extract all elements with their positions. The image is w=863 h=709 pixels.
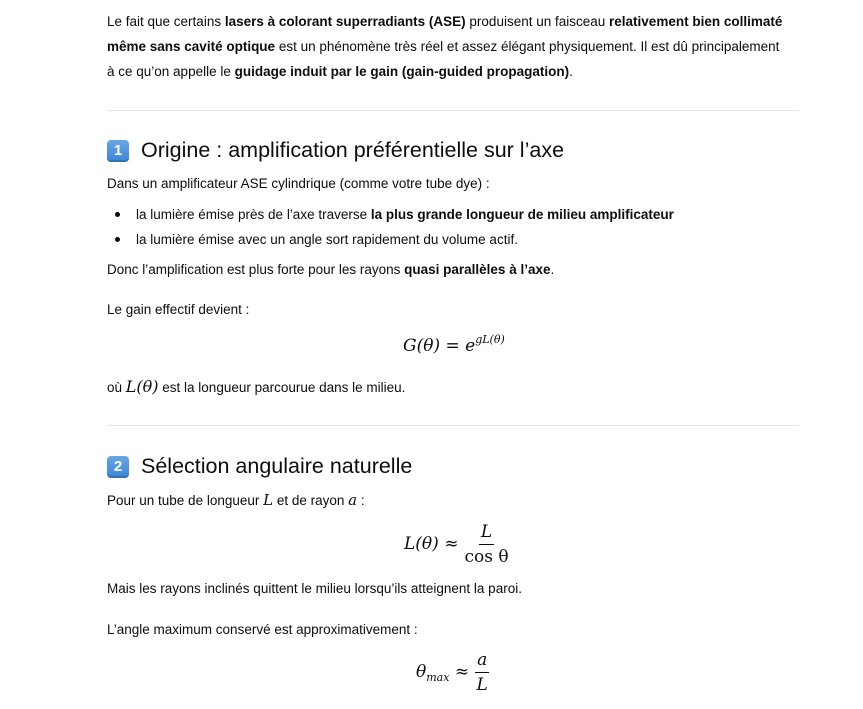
max-angle-equation [416, 650, 489, 695]
length-equation-lhs: L(θ) ≈ [404, 534, 459, 554]
paragraph-max-angle: L’angle maximum conservé est approximativement : [107, 622, 418, 637]
intro-text: est un phénomène très réel et assez élégant physiquement. Il est dû principalement à ce qu’on appelle le [107, 39, 780, 79]
theta-symbol: θ [416, 662, 427, 682]
bullet-text: la lumière émise près de l’axe traverse [136, 207, 371, 222]
lead-math-a: a [348, 491, 358, 509]
lead-math-L: L [263, 491, 274, 509]
where-sentence [107, 377, 405, 396]
length-equation-fraction [464, 522, 508, 567]
lead-text: : [357, 493, 365, 508]
intro-bold-ase: lasers à colorant superradiants (ASE) [224, 14, 466, 29]
bullet-bold: la plus grande longueur de milieu amplificateur [370, 207, 674, 222]
section-1-lead: Dans un amplificateur ASE cylindrique (comme votre tube dye) : [107, 176, 490, 191]
length-equation [404, 522, 509, 567]
keycap-two-icon: 2 [107, 456, 129, 478]
fraction-numerator: a [475, 650, 489, 673]
fraction-denominator: cos θ [464, 547, 509, 567]
section-1-conclusion [107, 262, 554, 277]
where-prefix: où [107, 380, 126, 395]
fraction-numerator: L [479, 522, 494, 545]
intro-bold-gain-guided: guidage induit par le gain (gain-guided propagation) [234, 64, 570, 79]
intro-paragraph [107, 9, 787, 84]
list-item [107, 227, 674, 252]
gain-equation-exponent: gL(θ) [475, 333, 505, 346]
lead-text: et de rayon [273, 493, 349, 508]
fraction-denominator: L [476, 675, 488, 695]
section-divider [107, 110, 799, 111]
theta-subscript: max [426, 671, 450, 684]
conclusion-end: . [550, 262, 555, 277]
gain-equation-lhs: G(θ) = e [403, 336, 476, 356]
gain-equation [403, 333, 505, 356]
approx-sign: ≈ [449, 662, 470, 682]
intro-text: Le fait que certains [107, 14, 225, 29]
conclusion-text: Donc l’amplification est plus forte pour les rayons [107, 262, 405, 277]
list-item [107, 202, 674, 227]
bullet-text: la lumière émise avec un angle sort rapidement du volume actif. [136, 232, 518, 247]
section-2-lead [107, 491, 365, 509]
where-suffix: est la longueur parcourue dans le milieu. [158, 380, 406, 395]
section-2-heading [107, 454, 412, 479]
keycap-one-icon: 1 [107, 140, 129, 162]
lead-text: Pour un tube de longueur [107, 493, 264, 508]
intro-text: . [569, 64, 573, 79]
intro-text: produisent un faisceau [465, 14, 610, 29]
section-divider [107, 425, 799, 426]
gain-label: Le gain effectif devient : [107, 302, 250, 317]
section-1-bullet-list [107, 202, 674, 252]
intro-bold-collimated: relativement bien collimaté même sans cavité optique [107, 14, 783, 54]
where-math: L(θ) [125, 377, 159, 396]
paragraph-rays-exit: Mais les rayons inclinés quittent le milieu lorsqu’ils atteignent la paroi. [107, 581, 522, 596]
section-2-title: Sélection angulaire naturelle [141, 454, 413, 478]
max-angle-fraction [475, 650, 489, 695]
section-1-heading [107, 138, 564, 163]
section-1-title: Origine : amplification préférentielle sur l’axe [141, 138, 565, 162]
conclusion-bold: quasi parallèles à l’axe [404, 262, 551, 277]
